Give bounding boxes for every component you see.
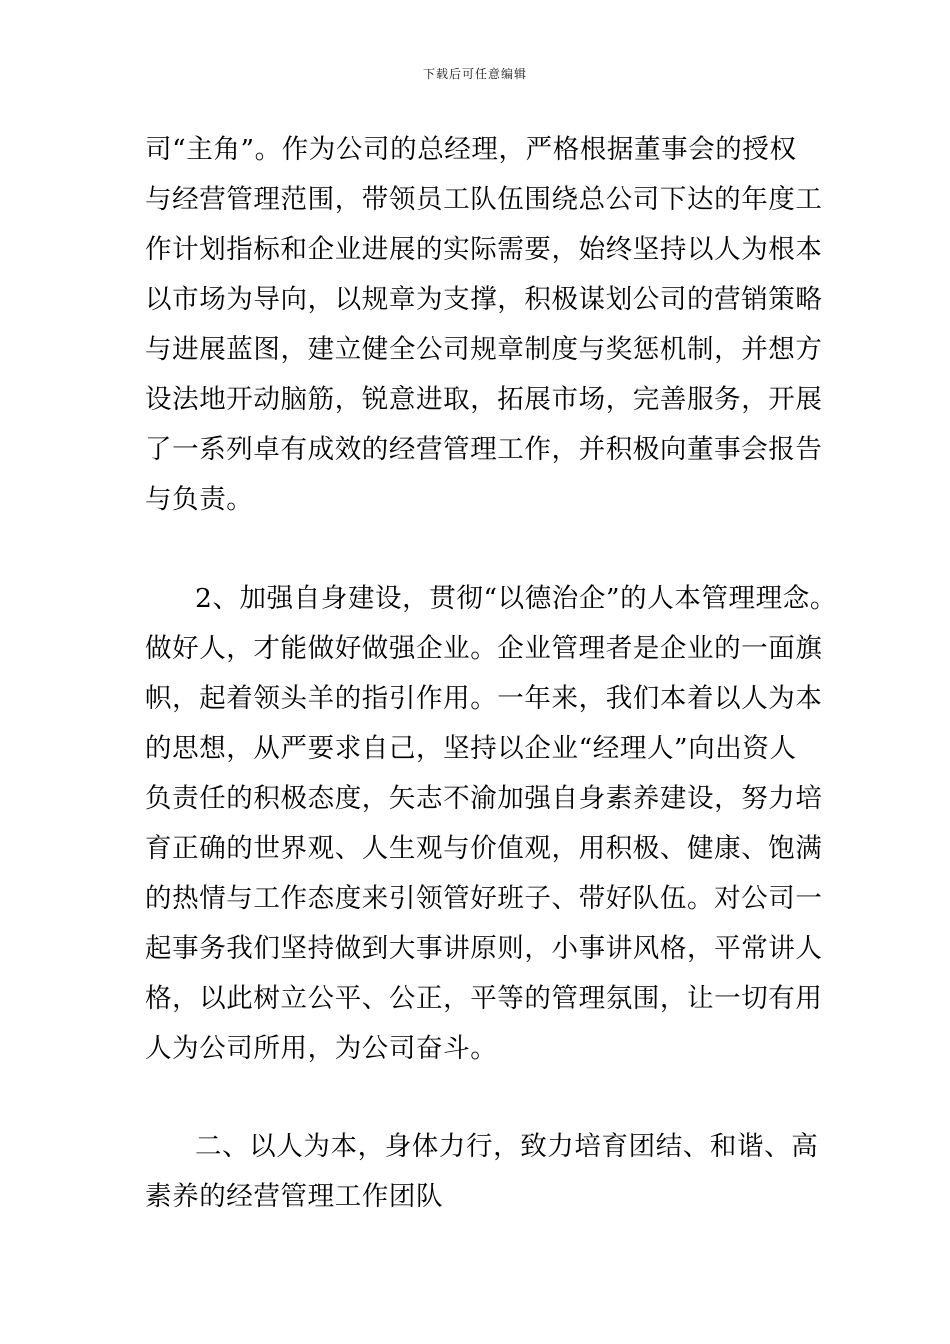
page-header: 下载后可任意编辑	[422, 67, 527, 81]
text-line: 与进展蓝图，建立健全公司规章制度与奖惩机制，并想方	[145, 334, 823, 365]
text-line: 作计划指标和企业进展的实际需要，始终坚持以人为根本	[145, 234, 823, 265]
text-line: 格，以此树立公平、公正，平等的管理氛围，让一切有用	[145, 983, 823, 1014]
text-line: 帜，起着领头羊的指引作用。一年来，我们本着以人为本	[145, 683, 823, 714]
text-line: 了一系列卓有成效的经营管理工作，并积极向董事会报告	[145, 434, 823, 465]
text-line: 负责任的积极态度，矢志不渝加强自身素养建设，努力培	[145, 783, 823, 814]
text-line: 的思想，从严要求自己，坚持以企业“经理人”向出资人	[145, 733, 797, 764]
text-line: 人为公司所用，为公司奋斗。	[145, 1033, 498, 1064]
text-line: 的热情与工作态度来引领管好班子、带好队伍。对公司一	[145, 883, 823, 914]
text-line: 与经营管理范围，带领员工队伍围绕总公司下达的年度工	[145, 184, 823, 215]
text-line: 以市场为导向，以规章为支撑，积极谋划公司的营销策略	[145, 284, 823, 315]
text-line: 做好人，才能做好做强企业。企业管理者是企业的一面旗	[145, 633, 823, 664]
text-line: 育正确的世界观、人生观与价值观，用积极、健康、饱满	[145, 833, 823, 864]
text-line: 司“主角”。作为公司的总经理，严格根据董事会的授权	[145, 134, 797, 165]
section-heading-continued: 素养的经营管理工作团队	[145, 1181, 444, 1212]
section-heading: 二、以人为本，身体力行，致力培育团结、和谐、高	[195, 1131, 819, 1162]
text-line: 起事务我们坚持做到大事讲原则，小事讲风格，平常讲人	[145, 933, 823, 964]
text-line: 设法地开动脑筋，锐意进取，拓展市场，完善服务，开展	[145, 384, 823, 415]
paragraph-heading: 2、加强自身建设，贯彻“以德治企”的人本管理理念。	[195, 583, 837, 614]
text-line: 与负责。	[145, 484, 254, 515]
